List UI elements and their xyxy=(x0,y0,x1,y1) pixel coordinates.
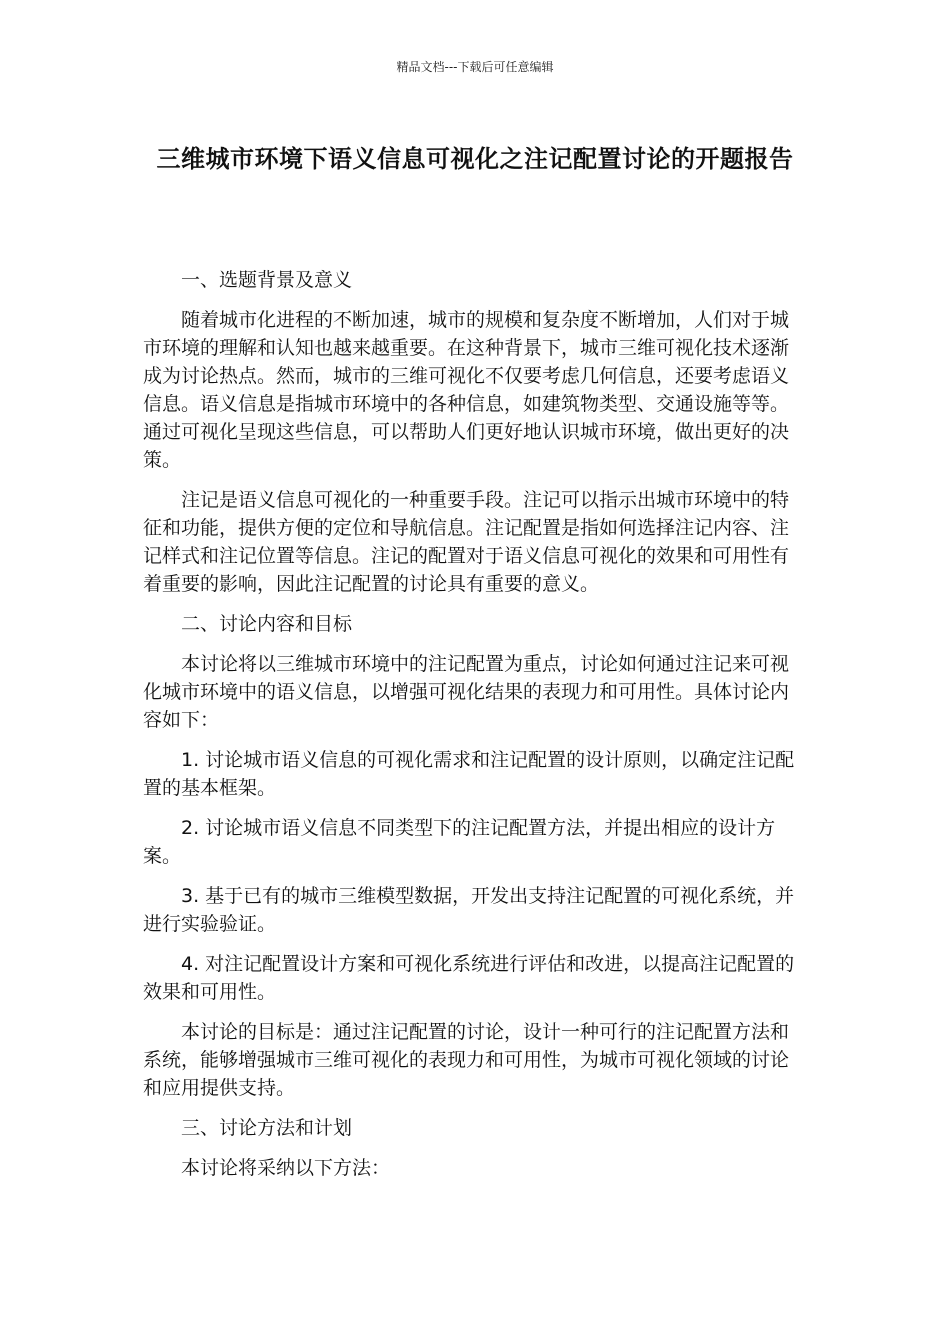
list-item-2: 2. 讨论城市语义信息不同类型下的注记配置方法，并提出相应的设计方案。 xyxy=(143,817,776,867)
list-item-3: 3. 基于已有的城市三维模型数据，开发出支持注记配置的可视化系统，并进行实验验证。 xyxy=(143,885,795,935)
section-heading-2: 二、讨论内容和目标 xyxy=(181,613,353,635)
section-heading-3: 三、讨论方法和计划 xyxy=(181,1117,353,1139)
paragraph-background: 随着城市化进程的不断加速，城市的规模和复杂度不断增加，人们对于城市环境的理解和认知也越来越重要。在这种背景下，城市三维可视化技术逐渐成为讨论热点。然而，城市的三维可视化不仅要考虑几何信息，还要考虑语义信息。语义信息是指城市环境中的各种信息，如建筑物类型、交通设施等等。通过可视化呈现这些信息，可以帮助人们更好地认识城市环境，做出更好的决策。 xyxy=(143,309,790,471)
section-heading-1: 一、选题背景及意义 xyxy=(181,269,353,291)
list-item-4: 4. 对注记配置设计方案和可视化系统进行评估和改进，以提高注记配置的效果和可用性。 xyxy=(143,953,795,1003)
paragraph-methods-intro: 本讨论将采纳以下方法： xyxy=(181,1157,391,1179)
document-title: 三维城市环境下语义信息可视化之注记配置讨论的开题报告 xyxy=(156,145,794,173)
list-item-1: 1. 讨论城市语义信息的可视化需求和注记配置的设计原则，以确定注记配置的基本框架。 xyxy=(143,749,795,799)
document-body xyxy=(143,266,803,1194)
paragraph-annotation: 注记是语义信息可视化的一种重要手段。注记可以指示出城市环境中的特征和功能，提供方便的定位和导航信息。注记配置是指如何选择注记内容、注记样式和注记位置等信息。注记的配置对于语义信息可视化的效果和可用性有着重要的影响，因此注记配置的讨论具有重要的意义。 xyxy=(143,489,790,595)
header-note: 精品文档---下载后可任意编辑 xyxy=(396,60,554,74)
paragraph-content-intro: 本讨论将以三维城市环境中的注记配置为重点，讨论如何通过注记来可视化城市环境中的语义信息，以增强可视化结果的表现力和可用性。具体讨论内容如下： xyxy=(143,653,790,731)
paragraph-goal: 本讨论的目标是：通过注记配置的讨论，设计一种可行的注记配置方法和系统，能够增强城市三维可视化的表现力和可用性，为城市可视化领域的讨论和应用提供支持。 xyxy=(143,1021,790,1099)
